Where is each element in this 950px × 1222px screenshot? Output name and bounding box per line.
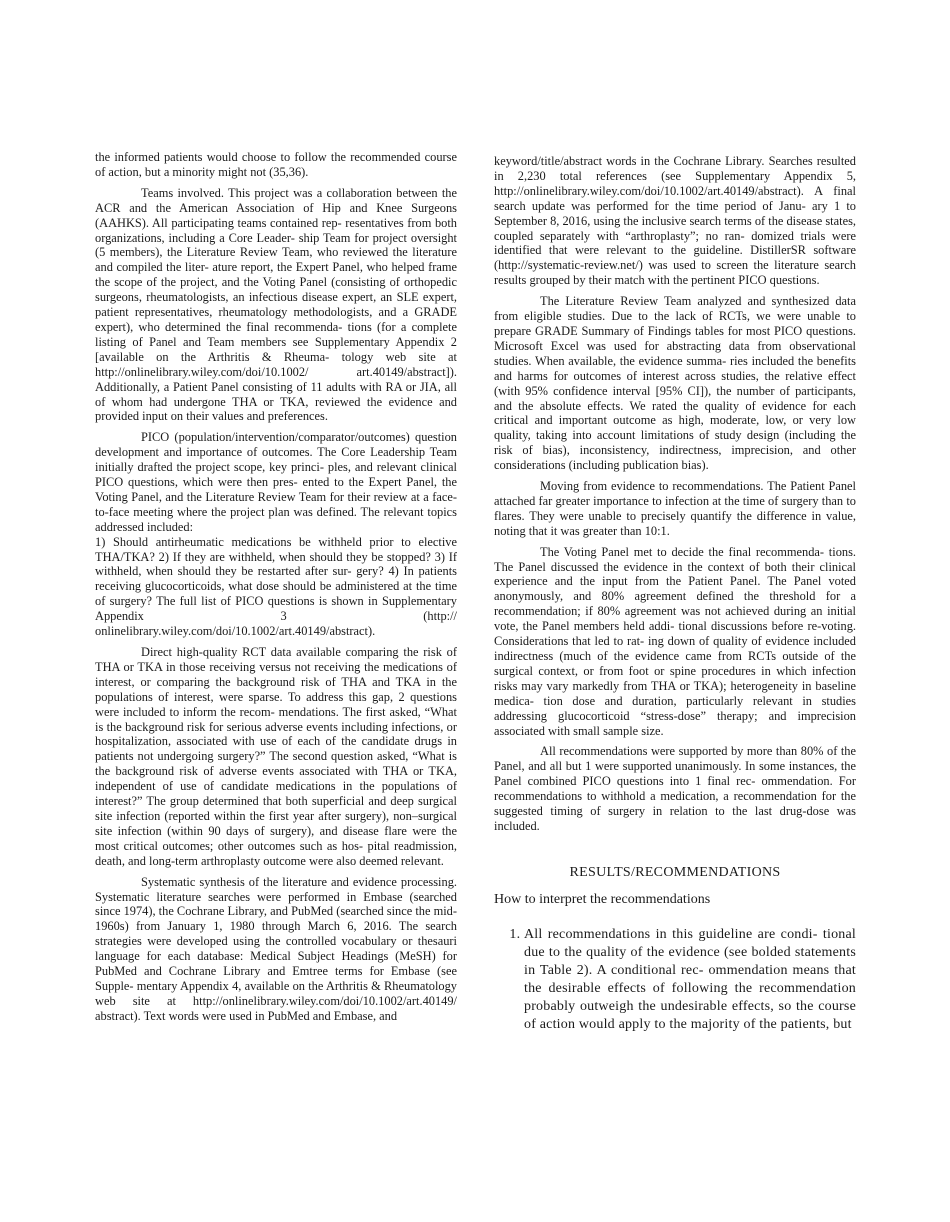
paragraph-all-recommendations (494, 744, 856, 833)
paragraph-text: The Core Leadership Team initially drafted the project scope, key princi- ples, and relevant clinical PICO questions, which were then pres- ented to the Expert Panel, the Voting Panel, and the Literature Review Team for their review at a face-to-face meeting where the project plan was defined. The relevant topics addressed included: (95, 445, 457, 534)
paragraph-systematic-synthesis (95, 875, 457, 1024)
paragraph-voting-panel (494, 545, 856, 739)
paragraph-text: Systematic literature searches were performed in Embase (searched since 1974), the Cochrane Library, and PubMed (searched since the mid-1960s) from January 1, 1980 through March 6, 2016. The search strategies were developed using the controlled vocabulary or thesauri language for each database: Medical Subject Headings (MeSH) for PubMed and Cochrane Library and Emtree terms for Embase (see Supple- mentary Appendix 4, available on the Arthritis & Rheumatology web site at http://onlinelibrary.wiley.com/doi/10.1002/art.40149/ abstract). Text words were used in PubMed and Embase, and (95, 889, 457, 1023)
paragraph-text: All recommendations were supported by more than 80% of the Panel, and all but 1 were supported unanimously. In some instances, the Panel combined PICO questions into 1 final rec- ommendation. For recommendations to withhold a medication, a recommendation for the suggested timing of surgery in relation to the last drug-dose was included. (494, 744, 856, 833)
paragraph-evidence-to-recommendations (494, 479, 856, 539)
run-in-heading-moving: Moving from evidence to recommendations. (540, 479, 764, 494)
section-heading-results: RESULTS/RECOMMENDATIONS (569, 864, 781, 880)
paragraph-text: The Literature Review Team analyzed and synthesized data from eligible studies. Due to the lack of RCTs, we were unable to prepare GRADE Summary of Findings tables for most PICO questions. Microsoft Excel was used for abstracting data from observational studies. When available, the evidence summa- ries included the benefits and harms for outcomes of interest across studies, the relative effect (with 95% confidence interval [95% CI]), the number of participants, and the absolute effects. We rated the quality of evidence for each critical and important outcome as high, moderate, low, or very low quality, taking into account limitations of study design (including the risk of bias), inconsistency, indirectness, imprecision, and other considerations (including publication bias). (494, 294, 856, 473)
left-column (95, 150, 457, 1030)
paragraph-pico (95, 430, 457, 534)
run-in-heading-pico: PICO (population/intervention/comparator/outcomes) question development and importance of outcomes. (95, 430, 457, 460)
run-in-heading-synthesis: Systematic synthesis of the literature and evidence processing. (141, 874, 457, 889)
paragraph-text: The Patient Panel attached far greater importance to infection at the time of surgery than to flares. They were unable to precisely quantify the difference in value, noting that it was greater than 10:1. (494, 479, 856, 538)
paragraph-literature-review (494, 294, 856, 473)
run-in-heading-teams: Teams involved. (141, 185, 224, 200)
subsection-heading-interpret: How to interpret the recommendations (494, 891, 711, 907)
paragraph-text: keyword/title/abstract words in the Cochrane Library. Searches resulted in 2,230 total references (see Supplementary Appendix 5, http://onlinelibrary.wiley.com/doi/10.1002/art.40149/abstract). A final search update was performed for the time period of Janu- ary 1 to September 8, 2016, using the inclusive search terms of the disease states, coupled separately with “arthroplasty”; no ran- domized trials were identified that were relevant to the guideline. DistillerSR software (http://systematic-review.net/) was used to screen the literature search results grouped by their match with the pertinent PICO questions. (494, 154, 856, 288)
paragraph-search-results (494, 154, 856, 288)
paragraph-text: the informed patients would choose to follow the recommended course of action, but a minority might not (35,36). (95, 150, 457, 179)
paragraph-pico-questions (95, 535, 457, 639)
paragraph-text: Direct high-quality RCT data available comparing the risk of THA or TKA in those receiving versus not receiving the medications of interest, or comparing the background risk of THA and TKA in the populations of interest, were sparse. To address this gap, 2 questions were included to inform the recom- mendations. The first asked, “What is the background risk for serious adverse events including infections, or hospitalization, associated with use of each of the candidate drugs in patients not undergoing surgery?” The second question asked, “What is the background risk of adverse events associated with THA or TKA, independent of use of candidate medications in the populations of interest?” The group determined that both superficial and deep surgical site infection (reported within the first year after surgery), non–surgical site infection (within 90 days of surgery), and disease flare were the most critical outcomes; other outcomes such as hos- pital readmission, death, and long-term arthroplasty outcome were also deemed relevant. (95, 645, 457, 868)
paragraph-intro-continued (95, 150, 457, 180)
recommendations-list (494, 926, 856, 1035)
paragraph-text: This project was a collaboration between the ACR and the American Association of Hip and Knee Surgeons (AAHKS). All participating teams contained rep- resentatives from both organizations, including a Core Leader- ship Team for project oversight (5 members), the Literature Review Team, who reviewed the literature and compiled the liter- ature report, the Expert Panel, who helped frame the scope of the project, and the Voting Panel (consisting of orthopedic surgeons, rheumatologists, an infectious disease expert, an SLE expert, patient representatives, rheumatology methodologists, and a GRADE expert), who determined the final recommenda- tions (for a complete listing of Panel and Team members see Supplementary Appendix 2 [available on the Arthritis & Rheuma- tology web site at http://onlinelibrary.wiley.com/doi/10.1002/ art.40149/abstract]). Additionally, a Patient Panel consisting of 11 adults with RA or JIA, all of whom had undergone THA or TKA, reviewed the evidence and provided input on their values and preferences. (95, 185, 457, 424)
paragraph-text: The Voting Panel met to decide the final recommenda- tions. The Panel discussed the evidence in the context of both their clinical experience and the input from the Patient Panel. The Panel voted anonymously, and 80% agreement defined the threshold for a recommendation; if 80% agreement was not achieved during an initial vote, the Panel members held addi- tional discussions before re-voting. Considerations that led to rat- ing down of quality of evidence included indirectness (much of the evidence came from RCTs outside of the surgical context, or from foot or spine procedures in which infection risks may vary markedly from THA or TKA); heterogeneity in baseline medica- tion dose and duration, particularly relevant in studies addressing glucocorticoid “stress-dose” therapy; and imprecision associated with small sample size. (494, 544, 856, 738)
list-item: 1. All recommendations in this guideline are condi- tional due to the quality of the evidence (see bolded statements in Table 2). A conditional rec- ommendation means that the desirable effects of following the recommendation probably outweigh the undesirable effects, so the course of action would apply to the majority of the patients, but (524, 926, 856, 1035)
paragraph-teams-involved (95, 186, 457, 425)
paragraph-rct-data (95, 645, 457, 869)
paragraph-text: 1) Should antirheumatic medications be withheld prior to elective THA/TKA? 2) If they are withheld, when should they be stopped? 3) If withheld, when should they be restarted after sur- gery? 4) In patients receiving glucocorticoids, what dose should be administered at the time of surgery? The full list of PICO questions is shown in Supplementary Appendix 3 (http:// onlinelibrary.wiley.com/doi/10.1002/art.40149/abstract). (95, 534, 457, 639)
right-column (494, 154, 856, 1034)
